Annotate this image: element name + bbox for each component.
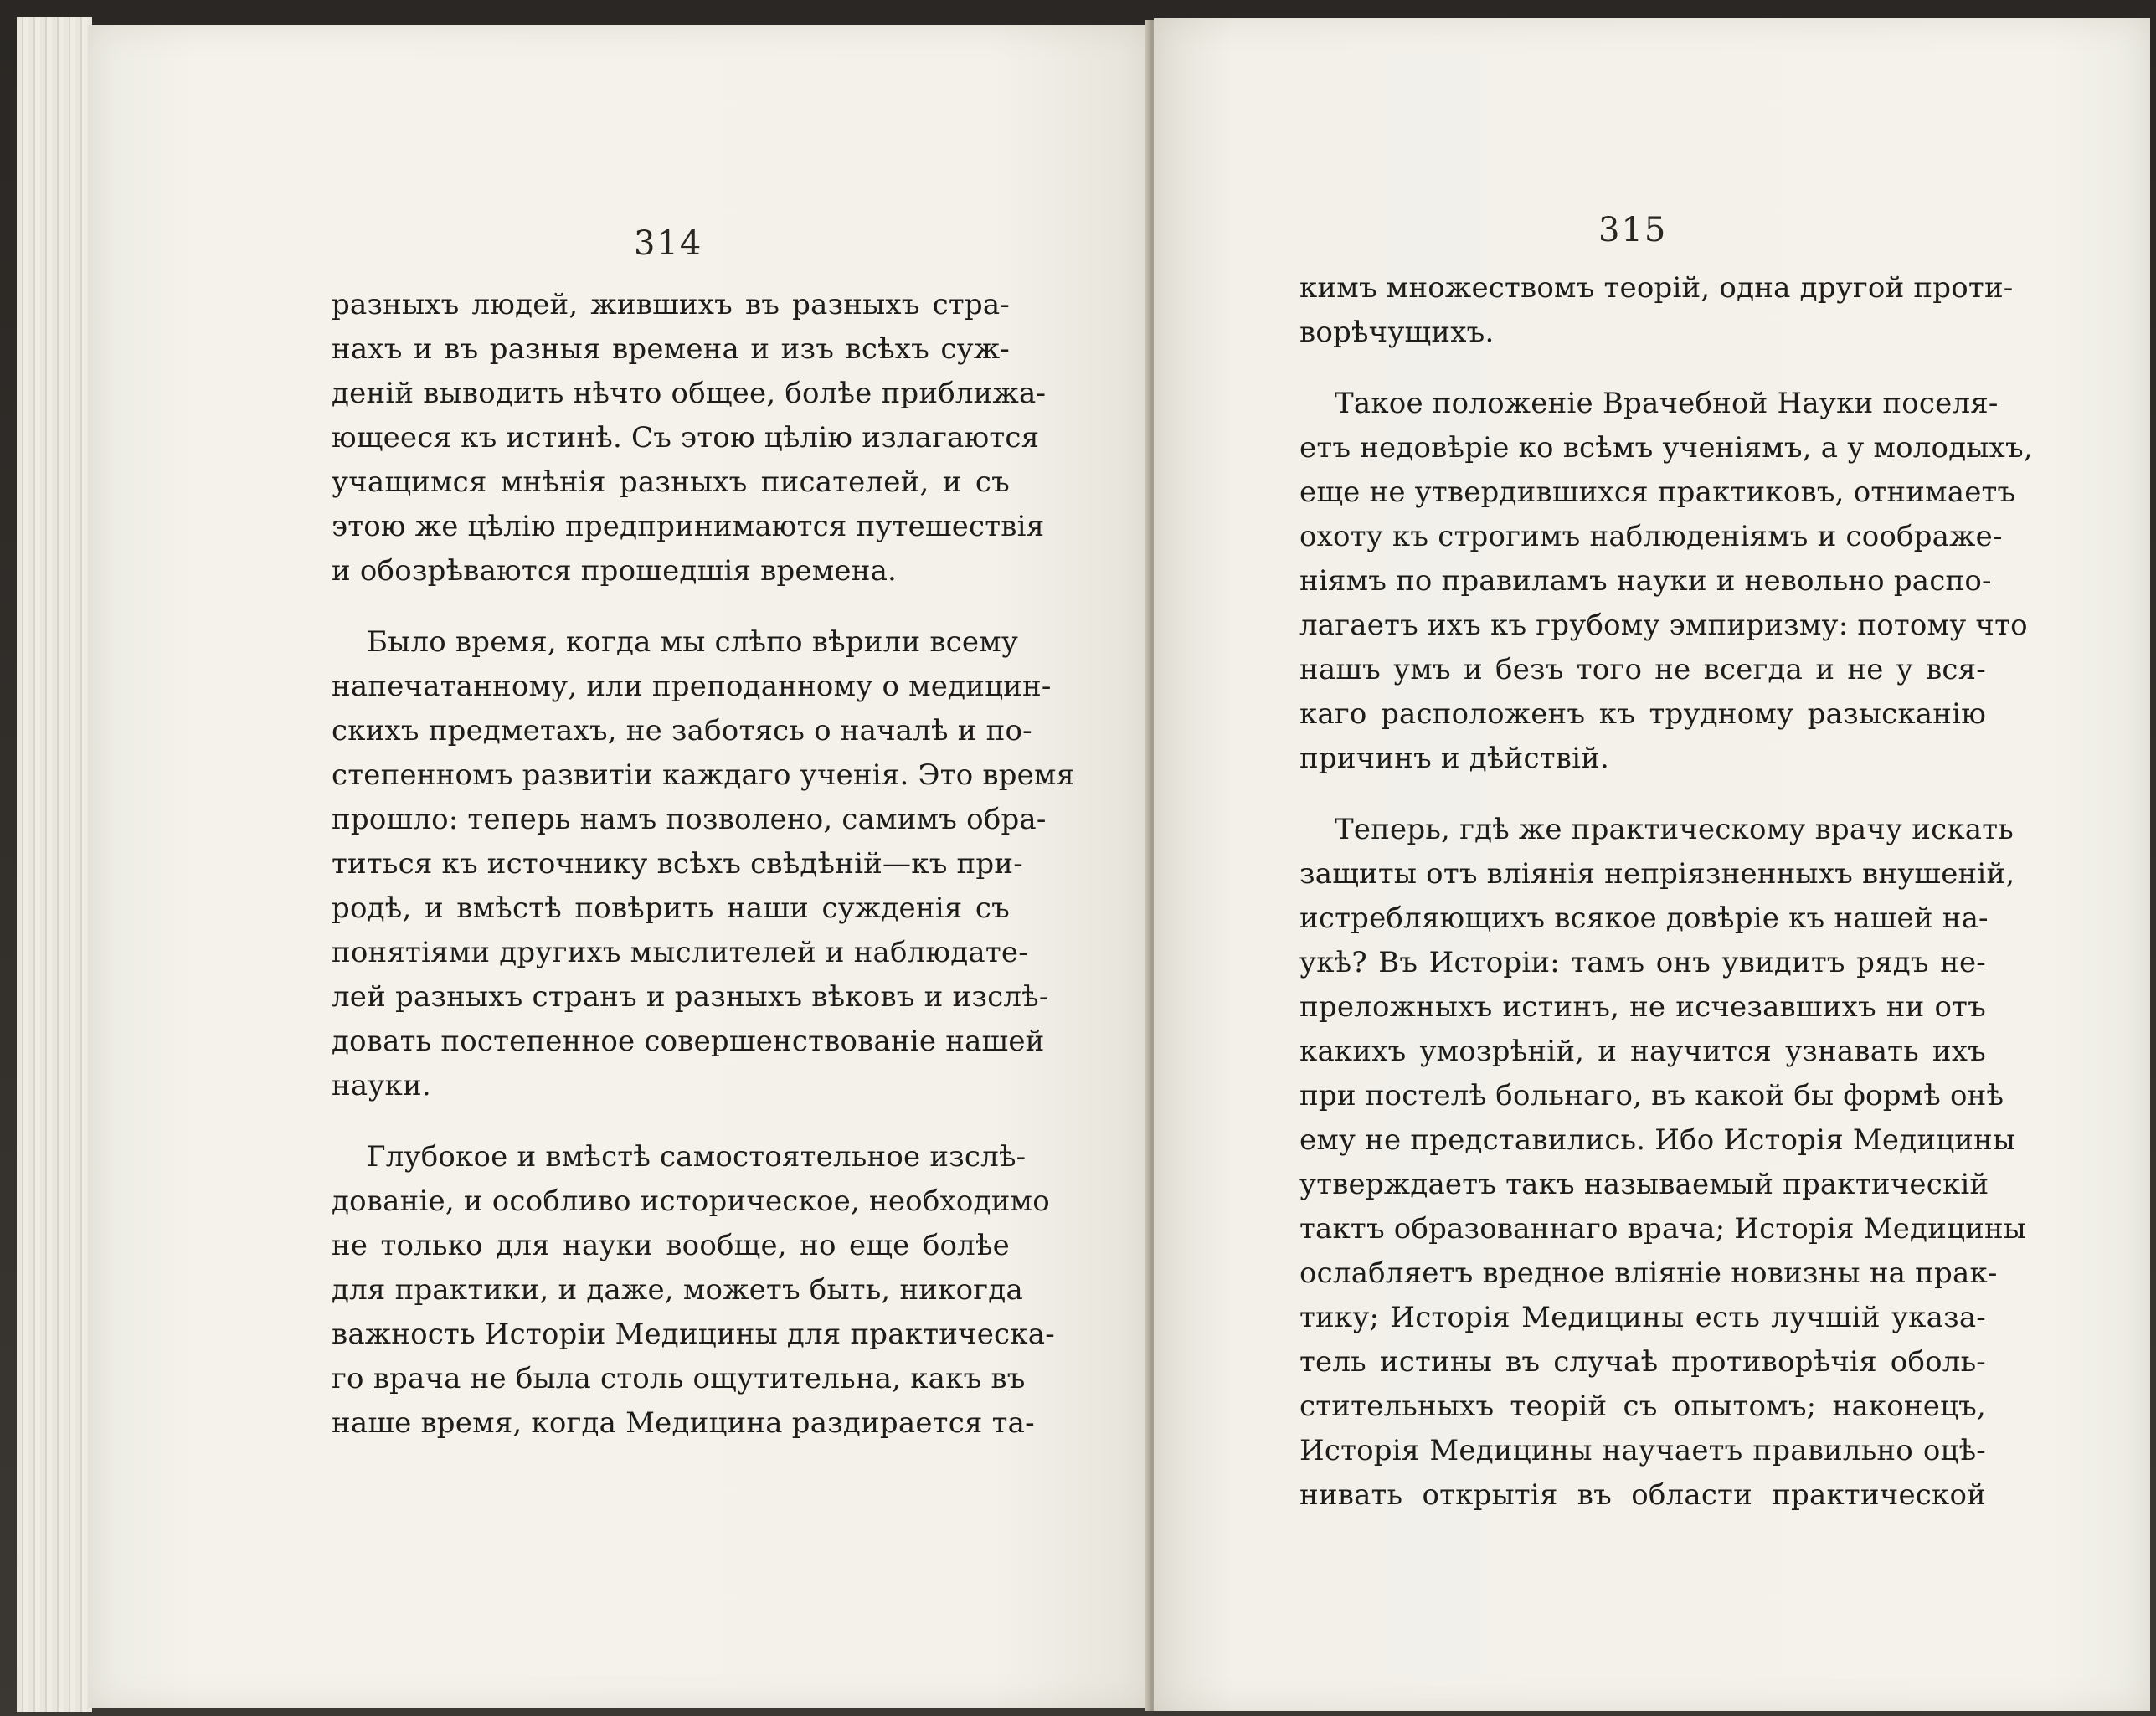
right-page-number: 315 <box>1598 211 1668 249</box>
text-line: утверждаетъ такъ называемый практическій <box>1299 1168 1989 1201</box>
text-line: дованіе, и особливо историческое, необходимо <box>332 1184 1050 1218</box>
paragraph <box>332 1135 1055 1446</box>
text-line: Исторія Медицины научаетъ правильно оцѣ- <box>1299 1434 1986 1467</box>
text-line: Такое положеніе Врачебной Науки поселя- <box>1335 387 1999 420</box>
text-line: ворѣчущихъ. <box>1299 316 1495 349</box>
text-line: ющееся къ истинѣ. Съ этою цѣлію излагаются <box>332 421 1040 455</box>
text-line: этою же цѣлію предпринимаются путешествія <box>332 510 1045 543</box>
text-line: довать постепенное совершенствованіе нашей <box>332 1025 1045 1058</box>
paragraph <box>1299 266 2014 355</box>
text-line: наше время, когда Медицина раздирается та- <box>332 1406 1035 1440</box>
text-line: при постелѣ больнаго, въ какой бы формѣ онѣ <box>1299 1079 2004 1112</box>
text-line: лагаетъ ихъ къ грубому эмпиризму: потому что <box>1299 609 2028 642</box>
text-line: для практики, и даже, можетъ быть, никогда <box>332 1273 1023 1307</box>
text-line: укѣ? Въ Исторіи: тамъ онъ увидитъ рядъ не- <box>1299 946 1986 979</box>
text-line: нахъ и въ разныя времена и изъ всѣхъ суж- <box>332 332 1010 366</box>
text-line: и обозрѣваются прошедшія времена. <box>332 554 898 588</box>
text-line: го врача не была столь ощутительна, какъ въ <box>332 1362 1026 1395</box>
text-line: науки. <box>332 1069 431 1102</box>
page-edges <box>17 17 92 1712</box>
text-line: напечатанному, или преподанному о медицин- <box>332 670 1052 703</box>
text-line: разныхъ людей, жившихъ въ разныхъ стра- <box>332 288 1010 321</box>
paragraph <box>332 620 1075 1108</box>
text-line: тику; Исторія Медицины есть лучшій указа- <box>1299 1301 1986 1334</box>
text-line: истребляющихъ всякое довѣріе къ нашей на- <box>1299 902 1989 935</box>
right-page-text <box>1299 266 2033 1518</box>
text-line: тактъ образованнаго врача; Исторія Медицины <box>1299 1212 2027 1246</box>
text-line: не только для науки вообще, но еще болѣе <box>332 1229 1010 1262</box>
text-line: нивать открытія въ области практической <box>1299 1478 1986 1512</box>
text-line: причинъ и дѣйствій. <box>1299 742 1610 775</box>
text-line: ніямъ по правиламъ науки и невольно распо- <box>1299 564 1992 598</box>
text-line: скихъ предметахъ, не заботясь о началѣ и по- <box>332 714 1032 748</box>
left-page-text <box>332 283 1075 1446</box>
text-line: Глубокое и вмѣстѣ самостоятельное изслѣ- <box>367 1140 1027 1174</box>
text-line: защиты отъ вліянія непріязненныхъ внушеній, <box>1299 857 2015 891</box>
text-line: кимъ множествомъ теорій, одна другой проти- <box>1299 271 2014 305</box>
paragraph <box>1299 808 2027 1518</box>
text-line: ему не представились. Ибо Исторія Медицины <box>1299 1123 2016 1157</box>
text-line: понятіями другихъ мыслителей и наблюдате- <box>332 936 1028 969</box>
text-line: нашъ умъ и безъ того не всегда и не у вся- <box>1299 653 1986 686</box>
text-line: какихъ умозрѣній, и научится узнавать ихъ <box>1299 1035 1986 1068</box>
text-line: титься къ источнику всѣхъ свѣдѣній—къ при- <box>332 847 1023 881</box>
text-line: деній выводить нѣчто общее, болѣе приближа- <box>332 377 1047 410</box>
text-line: прошло: теперь намъ позволено, самимъ обра- <box>332 803 1047 836</box>
left-page-number: 314 <box>634 224 703 263</box>
text-line: Было время, когда мы слѣпо вѣрили всему <box>367 625 1019 659</box>
text-line: Теперь, гдѣ же практическому врачу искать <box>1335 813 2014 846</box>
text-line: еще не утвердившихся практиковъ, отнимаетъ <box>1299 475 2016 509</box>
paragraph <box>332 283 1047 593</box>
text-line: степенномъ развитіи каждаго ученія. Это время <box>332 758 1075 792</box>
text-line: тель истины въ случаѣ противорѣчія оболь- <box>1299 1345 1986 1379</box>
text-line: етъ недовѣріе ко всѣмъ ученіямъ, а у молодыхъ, <box>1299 431 2033 465</box>
text-line: родѣ, и вмѣстѣ повѣрить наши сужденія съ <box>332 891 1010 925</box>
text-line: охоту къ строгимъ наблюденіямъ и соображе- <box>1299 520 2003 553</box>
text-line: преложныхъ истинъ, не исчезавшихъ ни отъ <box>1299 990 1986 1024</box>
text-line: стительныхъ теорій съ опытомъ; наконецъ, <box>1299 1390 1986 1423</box>
text-line: учащимся мнѣнія разныхъ писателей, и съ <box>332 465 1010 499</box>
text-line: важность Исторіи Медицины для практическа- <box>332 1318 1055 1351</box>
text-line: каго расположенъ къ трудному разысканію <box>1299 697 1986 731</box>
text-line: лей разныхъ странъ и разныхъ вѣковъ и изслѣ- <box>332 980 1049 1014</box>
paragraph <box>1299 382 2033 781</box>
text-line: ослабляетъ вредное вліяніе новизны на прак- <box>1299 1256 1998 1290</box>
